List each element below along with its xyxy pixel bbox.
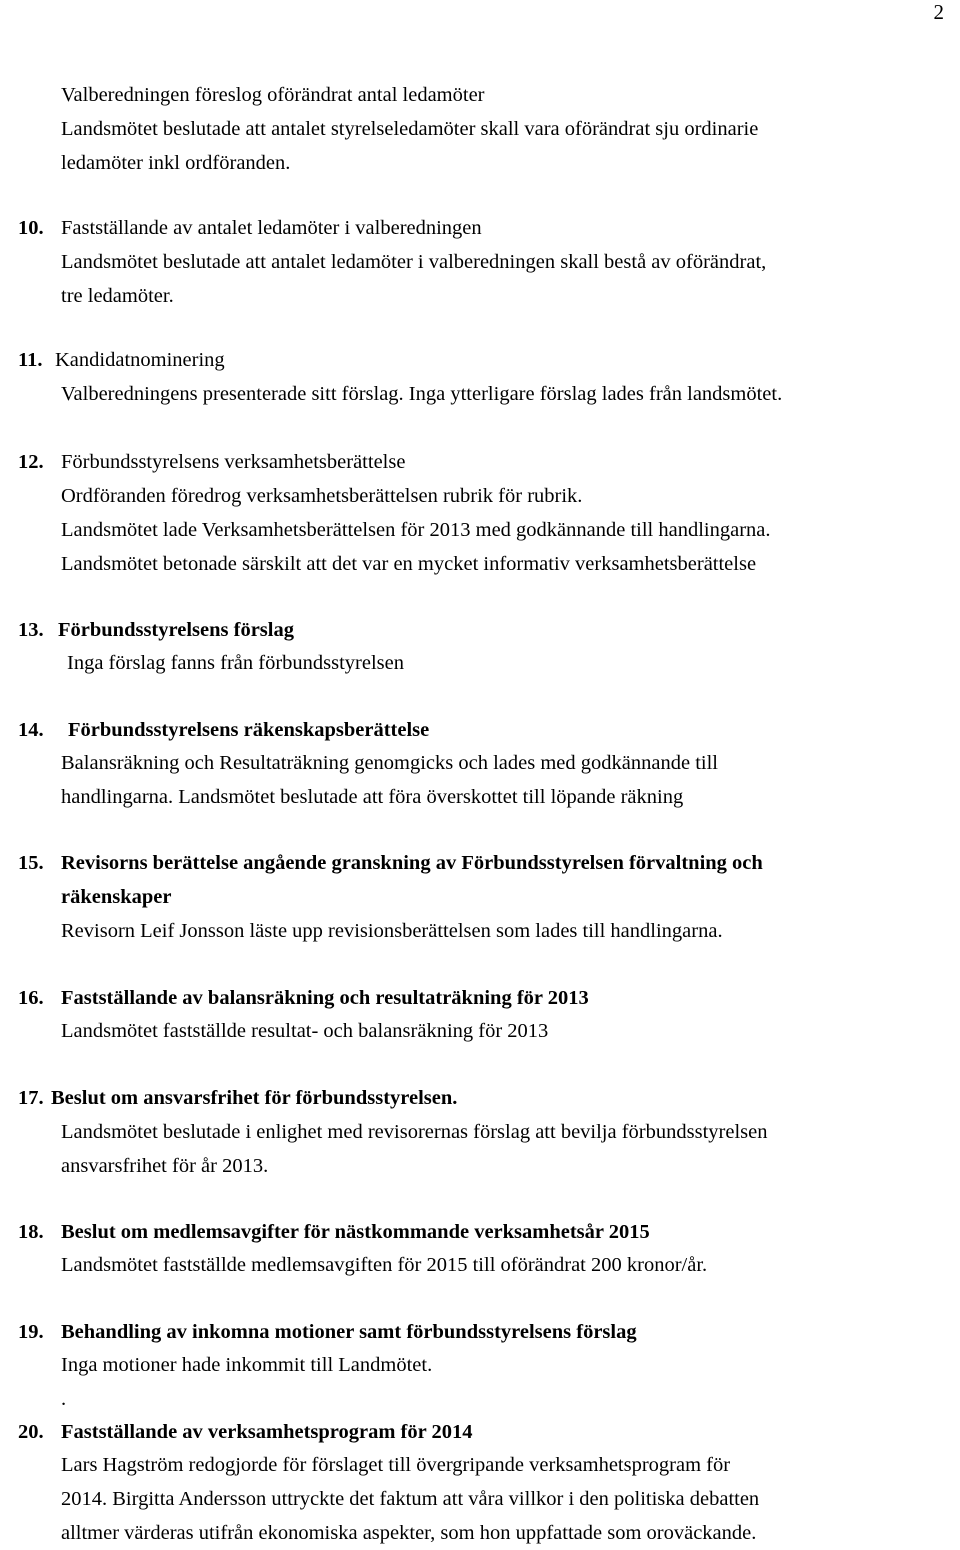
page-number: 2 bbox=[933, 0, 944, 24]
section-20-heading bbox=[18, 1415, 473, 1449]
section-16-body bbox=[61, 1014, 941, 1048]
section-title: Beslut om ansvarsfrihet för förbundsstyrelsen. bbox=[51, 1087, 458, 1109]
section-number: 11. bbox=[18, 349, 43, 371]
intro-line: Landsmötet beslutade att antalet styrelseledamöter skall vara oförändrat sju ordinarie bbox=[61, 118, 759, 140]
body-line: tre ledamöter. bbox=[61, 285, 174, 307]
body-line: Landsmötet beslutade att antalet ledamöter i valberedningen skall bestå av oförändrat, bbox=[61, 251, 767, 273]
section-number: 17. bbox=[18, 1087, 44, 1109]
body-line: 2014. Birgitta Andersson uttryckte det faktum att våra villkor i den politiska debatten bbox=[61, 1488, 760, 1510]
section-number: 16. bbox=[18, 987, 44, 1009]
section-number: 19. bbox=[18, 1321, 44, 1343]
section-18-body bbox=[61, 1248, 941, 1282]
section-10-body bbox=[61, 245, 941, 313]
section-number: 13. bbox=[18, 619, 44, 641]
body-line: Ordföranden föredrog verksamhetsberättelsen rubrik för rubrik. bbox=[61, 485, 583, 507]
body-line: ansvarsfrihet för år 2013. bbox=[61, 1155, 269, 1177]
section-title: Fastställande av balansräkning och resultaträkning för 2013 bbox=[61, 987, 589, 1009]
body-line: Landsmötet beslutade i enlighet med revisorernas förslag att bevilja förbundsstyrelsen bbox=[61, 1121, 768, 1143]
section-16-heading bbox=[18, 981, 589, 1015]
body-line: Balansräkning och Resultaträkning genomgicks och lades med godkännande till bbox=[61, 752, 718, 774]
section-19-heading bbox=[18, 1315, 637, 1349]
section-20-body bbox=[61, 1448, 941, 1550]
section-title: Kandidatnominering bbox=[55, 349, 225, 371]
section-11-body bbox=[61, 377, 941, 411]
section-17-heading bbox=[18, 1081, 457, 1115]
section-title: Revisorns berättelse angående granskning av Förbundsstyrelsen förvaltning och bbox=[61, 852, 763, 874]
section-17-body bbox=[61, 1115, 941, 1183]
section-title: Förbundsstyrelsens räkenskapsberättelse bbox=[68, 719, 430, 741]
section-title: Fastställande av antalet ledamöter i valberedningen bbox=[61, 217, 482, 239]
section-number: 12. bbox=[18, 451, 44, 473]
body-line: Revisorn Leif Jonsson läste upp revisionsberättelsen som lades till handlingarna. bbox=[61, 920, 723, 942]
section-14-heading bbox=[18, 713, 429, 747]
body-line: Landsmötet fastställde medlemsavgiften för 2015 till oförändrat 200 kronor/år. bbox=[61, 1254, 708, 1276]
section-number: 18. bbox=[18, 1221, 44, 1243]
intro-paragraph bbox=[61, 78, 941, 180]
section-14-body bbox=[61, 746, 941, 814]
section-title: Förbundsstyrelsens förslag bbox=[58, 619, 294, 641]
section-number: 20. bbox=[18, 1421, 44, 1443]
body-line: Valberedningens presenterade sitt förslag. Inga ytterligare förslag lades från landsmötet. bbox=[61, 383, 783, 405]
body-line: Landsmötet fastställde resultat- och balansräkning för 2013 bbox=[61, 1020, 549, 1042]
body-line: . bbox=[61, 1388, 67, 1410]
section-title: Beslut om medlemsavgifter för nästkommande verksamhetsår 2015 bbox=[61, 1221, 650, 1243]
body-line: Landsmötet lade Verksamhetsberättelsen för 2013 med godkännande till handlingarna. bbox=[61, 519, 771, 541]
section-12-heading bbox=[18, 445, 405, 479]
body-line: Inga motioner hade inkommit till Landmötet. bbox=[61, 1354, 433, 1376]
intro-line: Valberedningen föreslog oförändrat antal ledamöter bbox=[61, 84, 485, 106]
section-15-heading-cont bbox=[61, 880, 171, 914]
section-19-body bbox=[61, 1348, 941, 1416]
body-line: handlingarna. Landsmötet beslutade att föra överskottet till löpande räkning bbox=[61, 786, 684, 808]
body-line: Inga förslag fanns från förbundsstyrelsen bbox=[67, 652, 405, 674]
section-title: Fastställande av verksamhetsprogram för 2014 bbox=[61, 1421, 473, 1443]
section-12-body bbox=[61, 479, 941, 581]
section-number: 14. bbox=[18, 719, 44, 741]
body-line: Lars Hagström redogjorde för förslaget till övergripande verksamhetsprogram för bbox=[61, 1454, 731, 1476]
section-title: Behandling av inkomna motioner samt förbundsstyrelsens förslag bbox=[61, 1321, 637, 1343]
section-title-continuation: räkenskaper bbox=[61, 886, 172, 908]
section-13-heading bbox=[18, 613, 294, 647]
section-11-heading bbox=[18, 343, 225, 377]
section-number: 10. bbox=[18, 217, 44, 239]
section-18-heading bbox=[18, 1215, 650, 1249]
section-number: 15. bbox=[18, 852, 44, 874]
intro-line: ledamöter inkl ordföranden. bbox=[61, 152, 291, 174]
section-15-heading bbox=[18, 846, 763, 880]
body-line: Landsmötet betonade särskilt att det var en mycket informativ verksamhetsberättelse bbox=[61, 553, 757, 575]
section-title: Förbundsstyrelsens verksamhetsberättelse bbox=[61, 451, 406, 473]
body-line: alltmer värderas utifrån ekonomiska aspekter, som hon uppfattade som oroväckande. bbox=[61, 1522, 757, 1544]
section-13-body bbox=[67, 646, 947, 680]
section-15-body bbox=[61, 914, 941, 948]
section-10-heading bbox=[18, 211, 482, 245]
